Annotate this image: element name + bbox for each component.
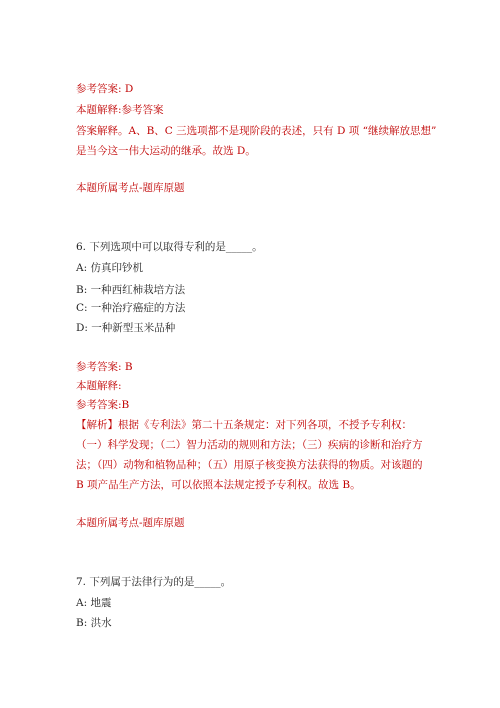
question-7-option-b: B: 洪水 [76, 617, 112, 629]
prev-explanation-line: 是当今这一伟大运动的继承。故选 D。 [76, 145, 256, 157]
prev-explanation-title: 本题解释:参考答案 [76, 104, 164, 116]
question-6-analysis-line: 【解析】根据《专利法》第二十五条规定：对下列各项，不授予专利权： [76, 419, 412, 431]
question-6-analysis-line: （一）科学发现；（二）智力活动的规则和方法；（三）疾病的诊断和治疗方 [76, 439, 423, 451]
prev-explanation-line: 答案解释。A、B、C 三选项都不是现阶段的表述，只有 D 项 “继续解放思想” [76, 125, 437, 137]
question-6-source: 本题所属考点-题库原题 [76, 517, 185, 529]
question-6-analysis-line: 法；（四）动物和植物品种；（五）用原子核变换方法获得的物质。对该题的 [76, 459, 423, 471]
question-6-option-a: A: 仿真印钞机 [76, 262, 143, 274]
question-7-option-a: A: 地震 [76, 597, 112, 609]
question-6-analysis-line: B 项产品生产方法，可以依照本法规定授予专利权。故选 B。 [76, 479, 361, 491]
prev-source: 本题所属考点-题库原题 [76, 182, 185, 194]
question-6-explanation-title: 本题解释: [76, 380, 122, 392]
question-6-option-b: B: 一种西红柿栽培方法 [76, 284, 186, 296]
prev-answer: 参考答案: D [76, 83, 134, 95]
question-6-option-d: D: 一种新型玉米品种 [76, 322, 176, 334]
question-7-stem: 7. 下列属于法律行为的是_____。 [76, 576, 232, 588]
question-6-answer-repeat: 参考答案:B [76, 399, 130, 411]
question-6-answer: 参考答案: B [76, 361, 133, 373]
question-6-option-c: C: 一种治疗癌症的方法 [76, 302, 186, 314]
question-6-stem: 6. 下列选项中可以取得专利的是_____。 [76, 241, 263, 253]
